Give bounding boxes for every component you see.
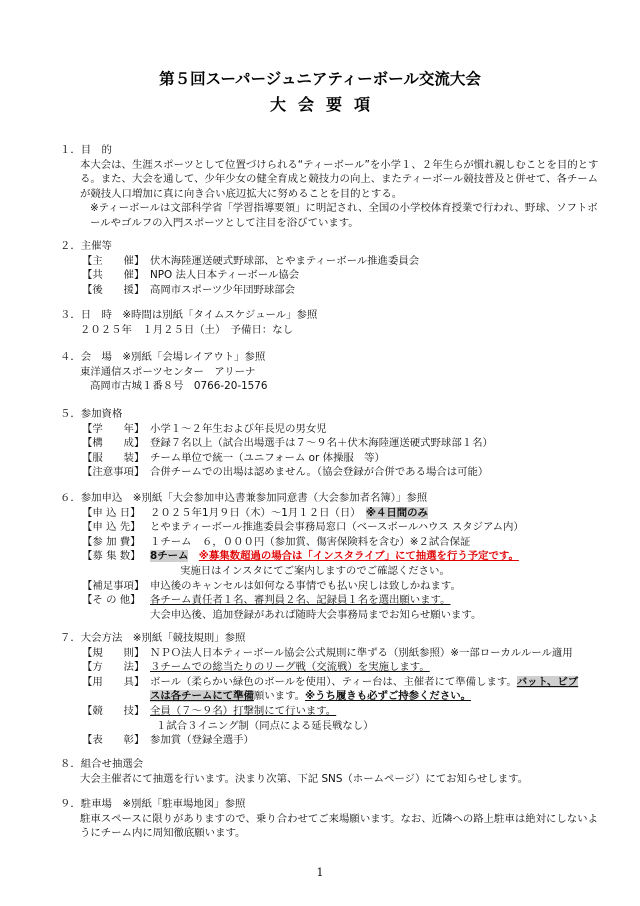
method-row: [60, 704, 600, 719]
application-row: [60, 579, 600, 594]
row-value: 各チーム責任者１名、審判員２名、記録員１名を選出願います。: [150, 594, 451, 607]
row-value: ２０２５年1月９日（木）～1月１２日（日）: [150, 506, 356, 519]
section-application: [60, 491, 600, 622]
eligibility-row: [60, 436, 600, 451]
section-heading: ８．組合せ抽選会: [60, 758, 144, 770]
section-heading: ７．大会方法 ※別紙「競技規則」参照: [60, 632, 246, 644]
paragraph: 大会主催者にて抽選を行います。決まり次第、下記 SNS（ホームページ）にてお知らせします。: [80, 772, 529, 785]
row-value: NPO 法人日本ティーボール協会: [150, 269, 300, 282]
inning-note: １試合３イニング制（同点による延長戦なし）: [156, 719, 374, 732]
method-row: [60, 733, 600, 748]
section-organizers: [60, 239, 600, 297]
row-key: 【申 込 先】: [82, 521, 141, 534]
organizer-row: [60, 268, 600, 283]
section-eligibility: [60, 407, 600, 480]
section-heading: ２．主催等: [60, 240, 112, 252]
row-value: 高岡市スポーツ少年団野球部会: [150, 283, 296, 296]
method-row: [60, 660, 600, 675]
page-number: 1: [316, 866, 324, 879]
section-purpose: [60, 143, 600, 231]
row-value: 参加賞（登録全選手）: [150, 734, 254, 747]
lottery-warning: ※募集数超過の場合は「インスタライブ」にて抽選を行う予定です。: [198, 550, 519, 563]
section-heading: ４．会 場 ※別紙「会場レイアウト」参照: [60, 351, 266, 363]
row-key: 【表 彰】: [82, 734, 145, 747]
row-key: 【補足事項】: [82, 579, 145, 592]
section-heading: ６．参加申込 ※別紙「大会参加申込書兼参加同意書（大会参加者名簿）」参照: [60, 492, 428, 504]
eligibility-row: [60, 451, 600, 466]
row-value: 登録７名以上（試合出場選手は７～９名＋伏木海陸運送硬式野球部１名）: [150, 437, 493, 450]
equipment-text: 願います。: [253, 690, 306, 703]
row-value: ボール（柔らかい緑色のボールを使用）、ティー台は、主催者にて準備します。: [150, 675, 517, 688]
row-key: 【主 催】: [82, 254, 145, 267]
eligibility-row: [60, 465, 600, 480]
row-value: 合併チームでの出場は認めません。（協会登録が合併である場合は可能）: [150, 466, 489, 479]
row-value: とやまティーボール推進委員会事務局窓口（ベースボールハウス スタジアム内）: [150, 521, 524, 534]
row-value: ＮＰＯ法人日本ティーボール協会公式規則に準ずる（別紙参照）※一部ローカルルール適用: [150, 646, 573, 659]
application-row: [60, 535, 600, 550]
row-key: 【そ の 他】: [82, 594, 141, 607]
method-row: [60, 675, 600, 690]
row-value: チーム単位で統一（ユニフォーム or 体操服 等）: [150, 451, 385, 464]
row-value: 小学１～２年生および年長児の男女児: [150, 422, 327, 435]
lottery-note: 実施日はインスタにてご案内しますのでご確認ください。: [180, 564, 450, 577]
registration-note: 大会申込後、追加登録があれば随時大会事務局までお知らせ願います。: [150, 608, 482, 621]
venue-name: 東洋通信スポーツセンター アリーナ: [80, 365, 256, 378]
section-heading: ５．参加資格: [60, 408, 123, 420]
team-count: 8チーム: [150, 550, 189, 563]
section-venue: [60, 350, 600, 394]
row-key: 【募 集 数】: [82, 550, 141, 563]
row-key: 【申 込 日】: [82, 506, 141, 519]
document-subtitle: 大会要項: [269, 95, 382, 114]
row-key: 【用 具】: [82, 675, 145, 688]
row-key: 【後 援】: [82, 283, 145, 296]
document-title: 第５回スーパージュニアティーボール交流大会: [159, 70, 481, 88]
row-key: 【方 法】: [82, 661, 145, 674]
row-value: 伏木海陸運送硬式野球部、とやまティーボール推進委員会: [150, 254, 420, 267]
organizer-row: [60, 283, 600, 298]
section-heading: ３．日 時 ※時間は別紙「タイムスケジュール」参照: [60, 309, 318, 321]
row-key: 【構 成】: [82, 437, 145, 450]
paragraph: 本大会は、生涯スポーツとして位置づけられる“ティーボール”を小学１、２年生らが慣れ親しむことを目的とする。また、大会を通して、少年少女の健全育成と競技力の向上、またティーボール競技普及と併せて、各チームが競技人口増加に真に向き合い底辺拡大に努めることを目的とする。: [80, 158, 599, 200]
method-row: [60, 646, 600, 661]
row-key: 【規 則】: [82, 646, 145, 659]
section-method: [60, 631, 600, 748]
row-value: １チーム ６，０００円（参加賞、傷害保険料を含む）※２試合保証: [150, 535, 471, 548]
equipment-note-cont: [60, 689, 600, 704]
equipment-note: バット、ビブ: [516, 675, 579, 688]
application-row: [60, 520, 600, 535]
row-key: 【参 加 費】: [82, 535, 141, 548]
section-date: [60, 308, 600, 337]
application-row: [60, 506, 600, 521]
highlight-note: ※４日間のみ: [365, 506, 428, 519]
section-heading: ９．駐車場 ※別紙「駐車場地図」参照: [60, 798, 246, 810]
application-row: [60, 549, 600, 564]
row-value: ３チームでの総当たりのリーグ戦（交流戦）を実施します。: [150, 661, 430, 674]
row-key: 【注意事項】: [82, 466, 145, 479]
organizer-row: [60, 254, 600, 269]
row-value: 申込後のキャンセルは如何なる事情でも払い戻しは致しかねます。: [150, 579, 461, 592]
row-value: 全員（７～９名）打撃制にて行います。: [150, 704, 337, 717]
row-key: 【共 催】: [82, 269, 145, 282]
row-key: 【競 技】: [82, 704, 145, 717]
section-parking: [60, 797, 600, 841]
equipment-bold: スは各チームにて準備: [150, 690, 254, 703]
venue-address: 高岡市古城１番８号 0766-20-1576: [90, 380, 268, 393]
eligibility-row: [60, 422, 600, 437]
row-key: 【学 年】: [82, 422, 145, 435]
application-row: [60, 593, 600, 608]
row-key: 【服 装】: [82, 451, 145, 464]
date-line: ２０２５年 １月２５日（土） 予備日：なし: [80, 323, 294, 336]
shoes-note: ※うち履きも必ずご持参ください。: [305, 690, 471, 703]
section-heading: １．目 的: [60, 144, 112, 156]
section-draw: [60, 757, 600, 786]
paragraph-note: ※ティーボールは文部科学省「学習指導要領」に明記され、全国の小学校体育授業で行われ、野球、ソフトボールやゴルフの入門スポーツとして注目を浴びています。: [90, 202, 598, 229]
paragraph: 駐車スペースに限りがありますので、乗り合わせてご来場願います。なお、近隣への路上駐車は絶対にしないようにチーム内に周知徹底願います。: [80, 812, 598, 840]
